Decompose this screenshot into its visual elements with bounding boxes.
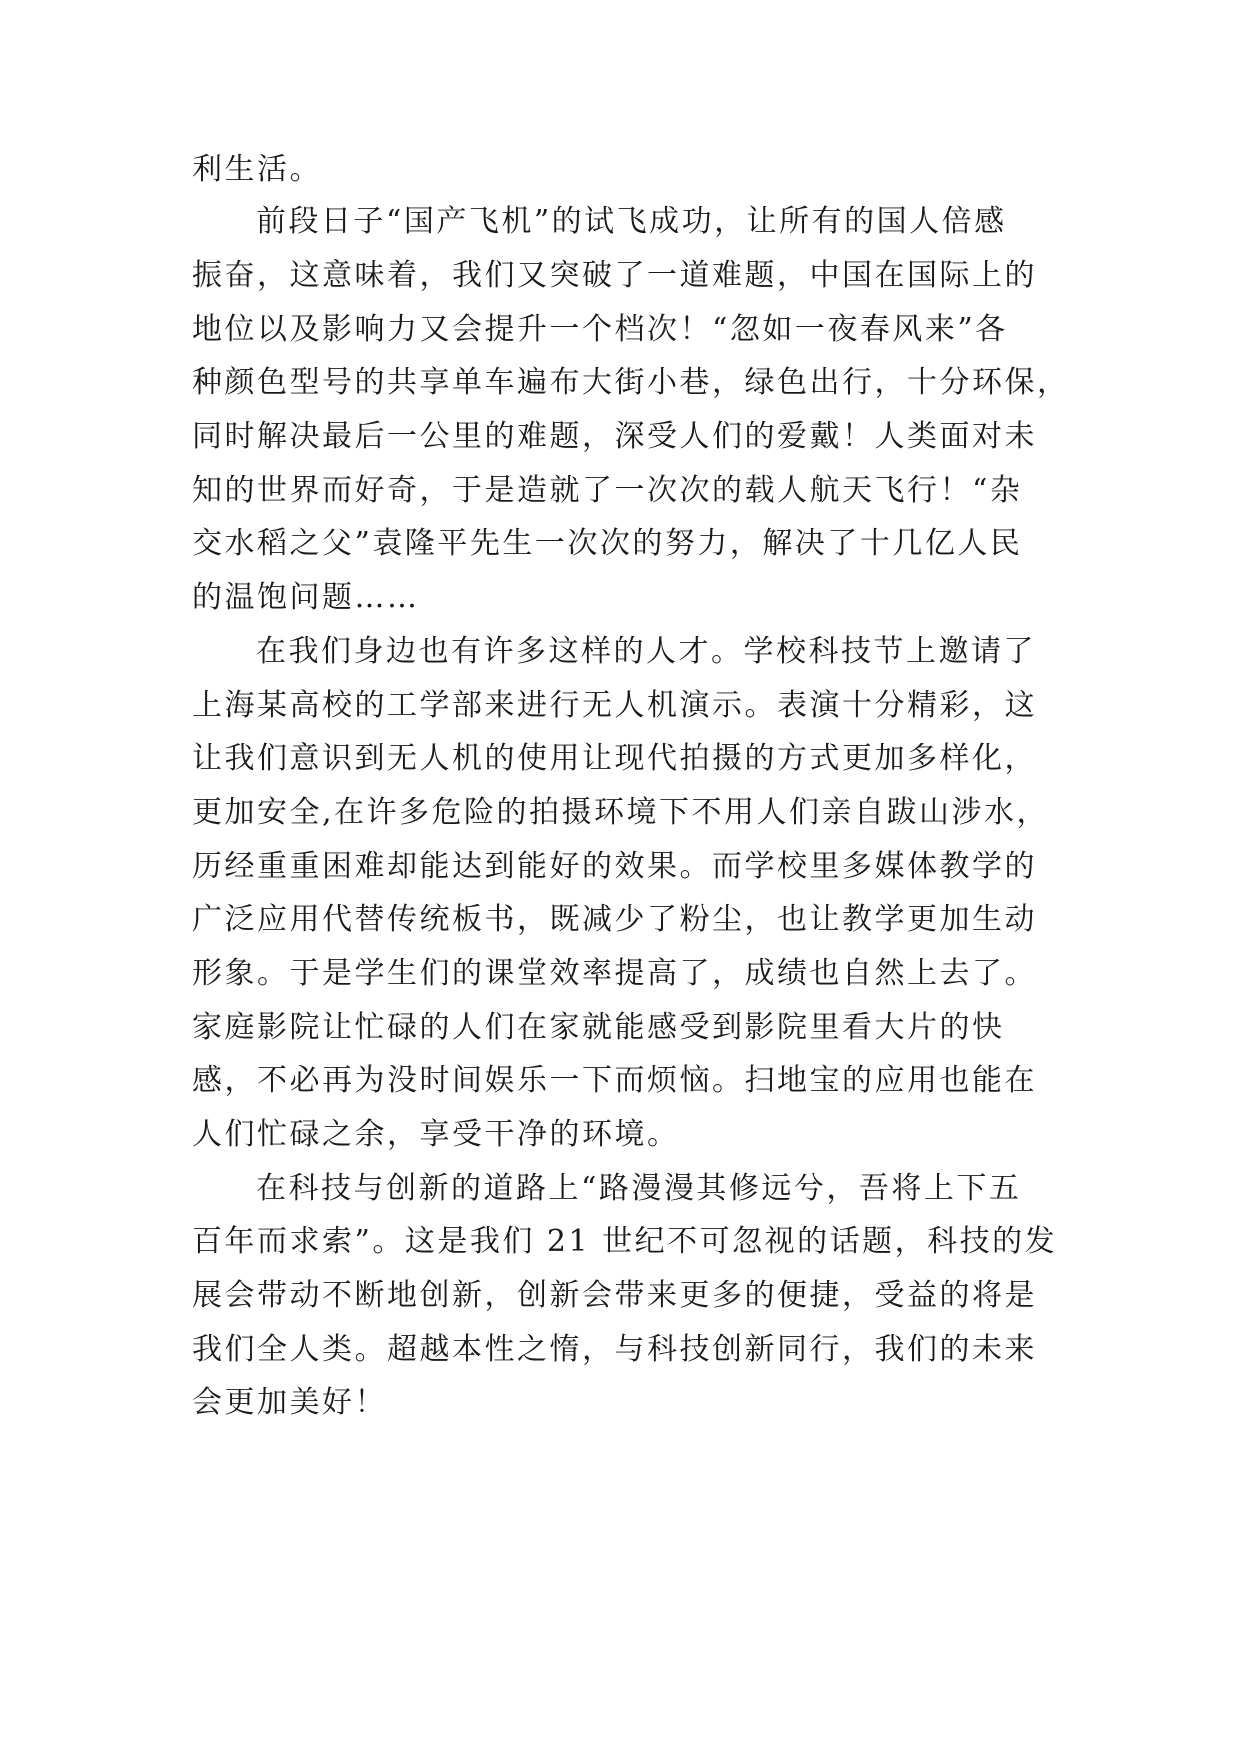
text-line: 种颜色型号的共享单车遍布大街小巷，绿色出行，十分环保， <box>192 365 1070 400</box>
text-line: 形象。于是学生们的课堂效率提高了，成绩也自然上去了。 <box>192 956 1037 991</box>
text-line: 感，不必再为没时间娱乐一下而烦恼。扫地宝的应用也能在 <box>192 1063 1037 1098</box>
paragraph-first-line: 前段日子“国产飞机”的试飞成功，让所有的国人倍感 <box>256 204 1007 239</box>
text-line: 利生活。 <box>192 152 322 187</box>
text-line: 会更加美好！ <box>192 1385 387 1420</box>
text-line: 百年而求索”。这是我们 21 世纪不可忽视的话题，科技的发 <box>192 1224 1058 1259</box>
text-line: 交水稻之父”袁隆平先生一次次的努力，解决了十几亿人民 <box>192 526 1023 561</box>
text-line: 更加安全,在许多危险的拍摄环境下不用人们亲自跋山涉水， <box>192 795 1050 830</box>
text-line: 知的世界而好奇，于是造就了一次次的载人航天飞行！“杂 <box>192 473 1023 508</box>
text-line: 振奋，这意味着，我们又突破了一道难题，中国在国际上的 <box>192 258 1037 293</box>
paragraph-first-line: 在科技与创新的道路上“路漫漫其修远兮，吾将上下五 <box>256 1171 1022 1206</box>
text-line: 同时解决最后一公里的难题，深受人们的爱戴！人类面对未 <box>192 419 1037 454</box>
text-line: 展会带动不断地创新，创新会带来更多的便捷，受益的将是 <box>192 1278 1037 1313</box>
text-line: 地位以及影响力又会提升一个档次！“忽如一夜春风来”各 <box>192 312 1008 347</box>
paragraph-first-line: 在我们身边也有许多这样的人才。学校科技节上邀请了 <box>256 634 1036 669</box>
text-line: 我们全人类。超越本性之惰，与科技创新同行，我们的未来 <box>192 1332 1037 1367</box>
text-line: 历经重重困难却能达到能好的效果。而学校里多媒体教学的 <box>192 849 1037 884</box>
text-line: 家庭影院让忙碌的人们在家就能感受到影院里看大片的快 <box>192 1010 1005 1045</box>
text-line: 让我们意识到无人机的使用让现代拍摄的方式更加多样化， <box>192 741 1037 776</box>
text-line: 广泛应用代替传统板书，既减少了粉尘，也让教学更加生动 <box>192 902 1037 937</box>
text-line: 人们忙碌之余，享受干净的环境。 <box>192 1117 680 1152</box>
text-line: 的温饱问题…… <box>192 580 420 615</box>
text-line: 上海某高校的工学部来进行无人机演示。表演十分精彩，这 <box>192 688 1037 723</box>
